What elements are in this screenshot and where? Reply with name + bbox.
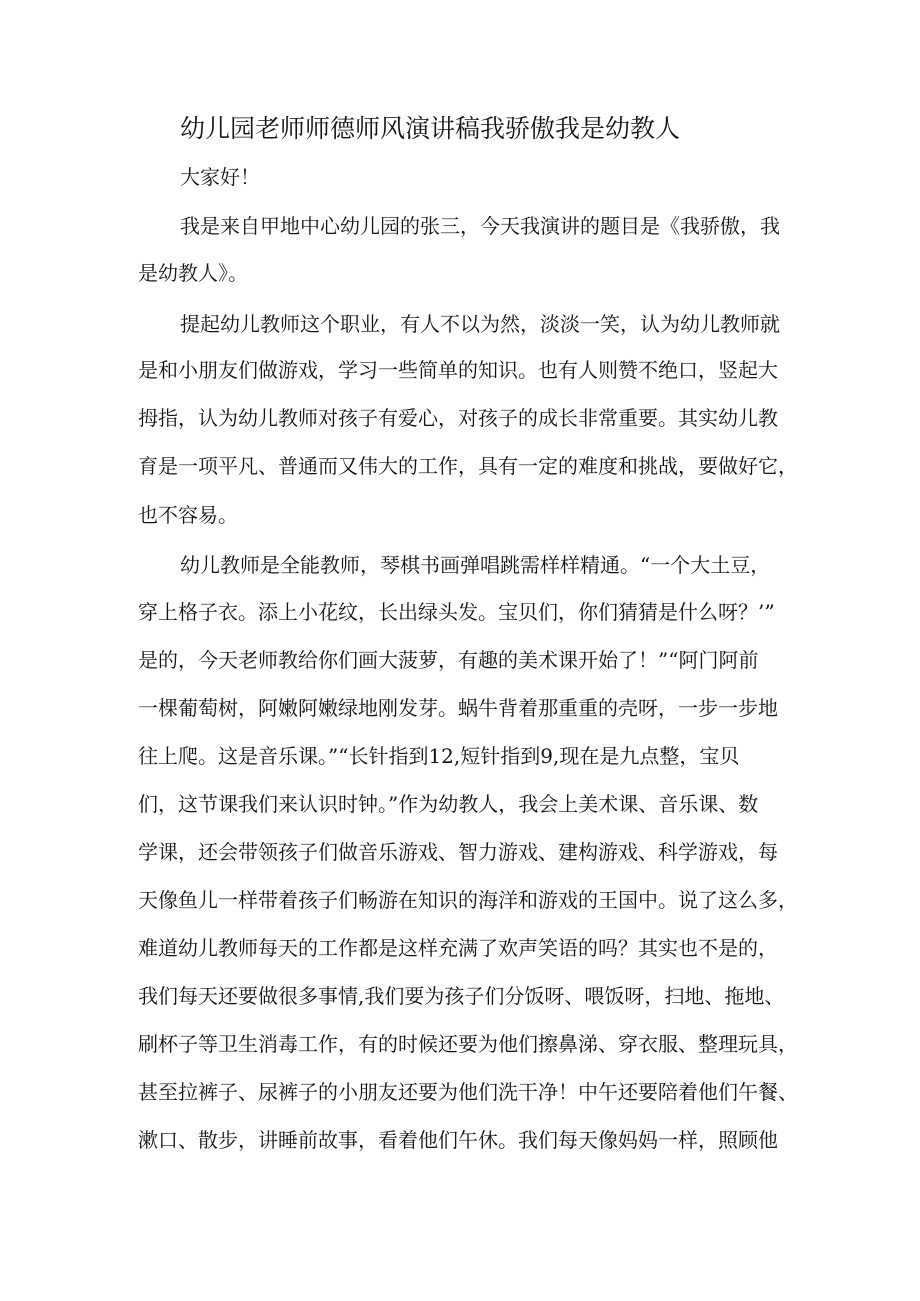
- text-line: 我们每天还要做很多事情,我们要为孩子们分饭呀、喂饭呀，扫地、拖地、: [138, 984, 785, 1008]
- text-line: 幼儿教师是全能教师，琴棋书画弹唱跳需样样精通。“一个大土豆，: [180, 553, 771, 577]
- text-line: 们，这节课我们来认识时钟。”作为幼教人，我会上美术课、音乐课、数: [138, 792, 759, 816]
- text-line: 是幼教人》。: [138, 261, 248, 285]
- text-line: 育是一项平凡、普通而又伟大的工作，具有一定的难度和挑战，要做好它，: [138, 454, 798, 478]
- text-line: 漱口、散步，讲睡前故事，看着他们午休。我们每天像妈妈一样，照顾他: [138, 1128, 778, 1152]
- text-line: 天像鱼儿一样带着孩子们畅游在知识的海洋和游戏的王国中。说了这么多，: [138, 888, 798, 912]
- text-line: 拇指，认为幼儿教师对孩子有爱心，对孩子的成长非常重要。其实幼儿教: [138, 406, 778, 430]
- text-line: 是的，今天老师教给你们画大菠萝，有趣的美术课开始了！”“阿门阿前: [138, 648, 759, 672]
- greeting-line: 大家好！: [180, 165, 260, 189]
- text-line: 往上爬。这是音乐课。”“长针指到12,短针指到9,现在是九点整，宝贝: [138, 744, 740, 768]
- text-line: 难道幼儿教师每天的工作都是这样充满了欢声笑语的吗？其实也不是的，: [138, 936, 778, 960]
- text-line: 我是来自甲地中心幼儿园的张三，今天我演讲的题目是《我骄傲，我: [180, 214, 780, 238]
- text-line: 穿上格子衣。添上小花纹，长出绿头发。宝贝们，你们猜猜是什么呀？’”: [138, 600, 775, 624]
- text-line: 提起幼儿教师这个职业，有人不以为然，淡淡一笑，认为幼儿教师就: [180, 312, 780, 336]
- text-line: 一棵葡萄树，阿嫩阿嫩绿地刚发芽。蜗牛背着那重重的壳呀，一步一步地: [138, 696, 778, 720]
- text-line: 甚至拉裤子、尿裤子的小朋友还要为他们洗干净！中午还要陪着他们午餐、: [138, 1080, 798, 1104]
- text-line: 是和小朋友们做游戏，学习一些简单的知识。也有人则赞不绝口，竖起大: [138, 358, 778, 382]
- text-line: 也不容易。: [138, 503, 238, 527]
- text-line: 学课，还会带领孩子们做音乐游戏、智力游戏、建构游戏、科学游戏，每: [138, 840, 778, 864]
- text-line: 刷杯子等卫生消毒工作，有的时候还要为他们擦鼻涕、穿衣服、整理玩具，: [138, 1032, 798, 1056]
- document-title: 幼儿园老师师德师风演讲稿我骄傲我是幼教人: [180, 114, 681, 143]
